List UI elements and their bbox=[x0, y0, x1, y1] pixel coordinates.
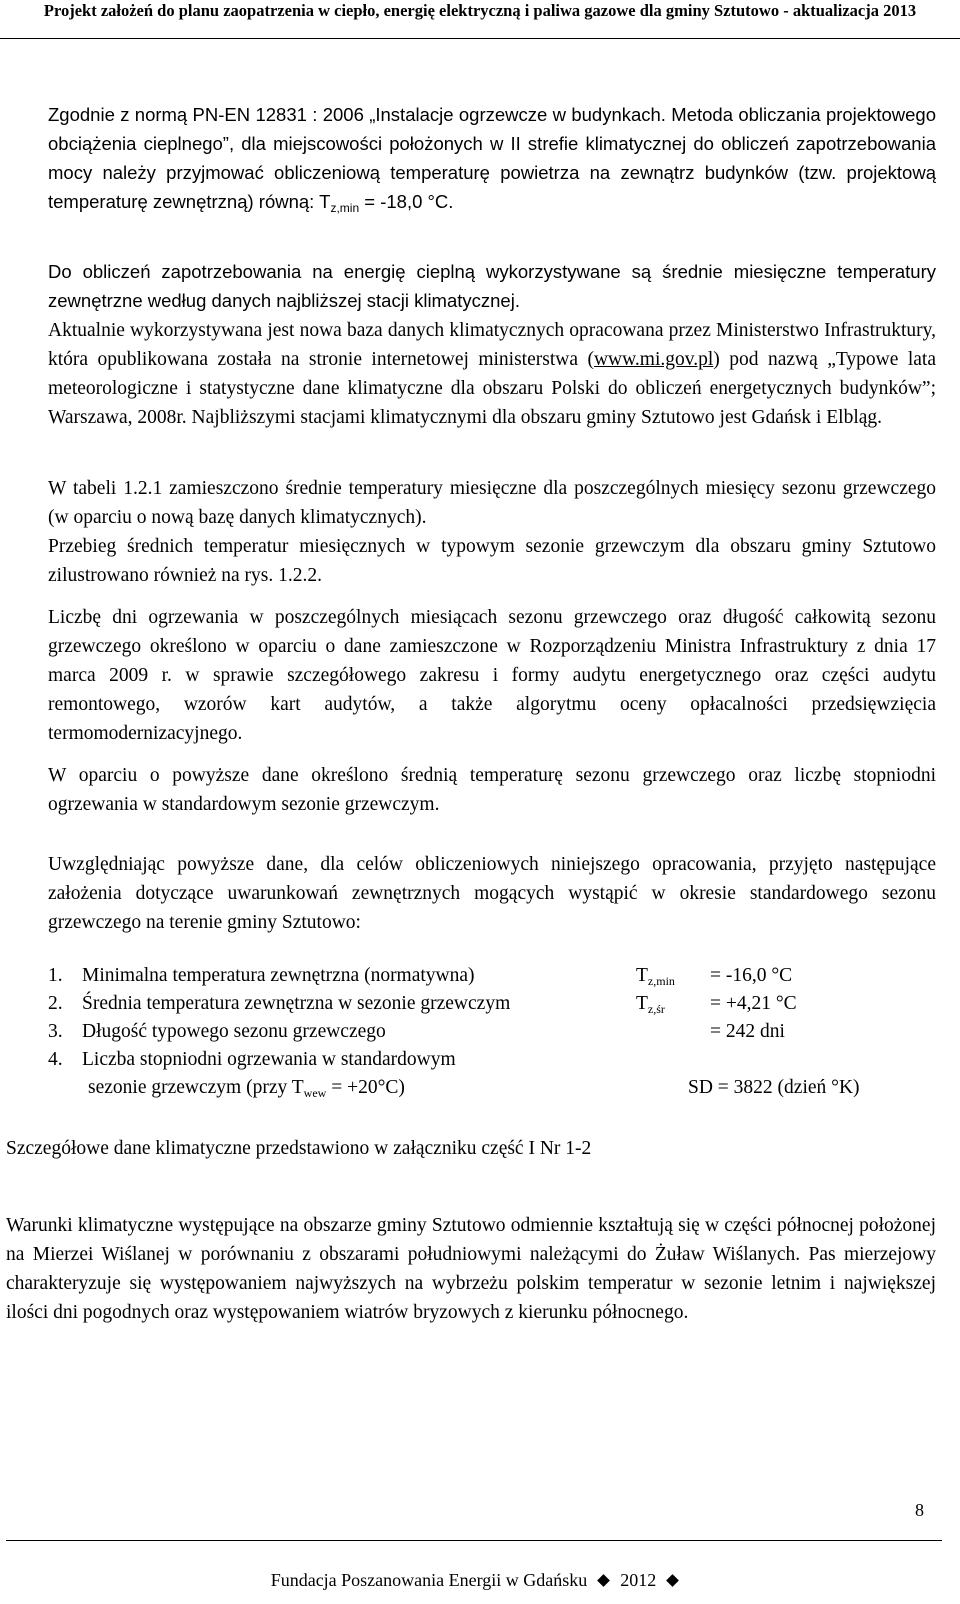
paragraph-climate-database: Aktualnie wykorzystywana jest nowa baza danych klimatycznych opracowana przez Ministerstwo Infrastruktury, która opublikowana została na stronie internetowej ministerstwa (www.mi.gov.pl) pod nazwą „Typowe lata meteorologiczne i statystyczne dane klimatyczne dla obszaru Polski do obliczeń energetycznych budynków”; Warszawa, 2008r. Najbliższymi stacjami klimatycznymi dla obszaru gminy Sztutowo jest Gdańsk i Elbląg. bbox=[48, 320, 936, 428]
page-footer bbox=[0, 1570, 960, 1591]
page-header bbox=[0, 0, 960, 38]
paragraph-annex-ref: Szczegółowe dane klimatyczne przedstawiono w załączniku część I Nr 1-2 bbox=[6, 1138, 592, 1159]
paragraph-norm-text: Zgodnie z normą PN-EN 12831 : 2006 „Instalacje ogrzewcze w budynkach. Metoda obliczania projektowego obciążenia cieplnego”, dla miejscowości położonych w II strefie klimatycznej do obliczeń zapotrzebowania mocy należy przyjmować obliczeniową temperaturę powietrza na zewnątrz budynków (tzw. projektową temperaturę zewnętrzną) równą: bbox=[48, 104, 936, 212]
paragraph-monthly-temps: Do obliczeń zapotrzebowania na energię cieplną wykorzystywane są średnie miesięczne temperatury zewnętrzne według danych najbliższej stacji klimatycznej. bbox=[48, 261, 936, 311]
ministry-link[interactable]: www.mi.gov.pl bbox=[593, 349, 714, 370]
page-number: 8 bbox=[915, 1500, 924, 1520]
paragraph-degree-days: W oparciu o powyższe dane określono średnią temperaturę sezonu grzewczego oraz liczbę stopniodni ogrzewania w standardowym sezonie grzewczym. bbox=[48, 765, 936, 815]
footer-organization: Fundacja Poszanowania Energii w Gdańsku bbox=[270, 1570, 588, 1590]
assumption-item: 1. Minimalna temperatura zewnętrzna (normatywna) $T_{z,min}$ = -16,0 °C bbox=[48, 962, 948, 990]
paragraph-table-ref: W tabeli 1.2.1 zamieszczono średnie temperatury miesięczne dla poszczególnych miesięcy sezonu grzewczego (w oparciu o nową bazę danych klimatycznych). bbox=[48, 478, 936, 528]
footer-divider bbox=[6, 1540, 942, 1541]
header-title: Projekt założeń do planu zaopatrzenia w ciepło, energię elektryczną i paliwa gazowe dla gminy Sztutowo - aktualizacja 2013 bbox=[43, 1, 917, 20]
assumption-item: 3. Długość typowego sezonu grzewczego = 242 dni bbox=[48, 1021, 785, 1042]
assumption-item: 2. Średnia temperatura zewnętrzna w sezonie grzewczym $T_{z,śr}$ = +4,21 °C bbox=[48, 990, 948, 1018]
paragraph-climate-conditions: Warunki klimatyczne występujące na obszarze gminy Sztutowo odmiennie kształtują się w części północnej położonej na Mierzei Wiślanej w porównaniu z obszarami południowymi należącymi do Żuław Wiślanych. Pas mierzejowy charakteryzuje się występowaniem najwyższych na wybrzeżu polskim temperatur w sezonie letnim i największej ilości dni pogodnych oraz występowaniem wiatrów bryzowych z kierunku północnego. bbox=[6, 1215, 936, 1323]
t-zmin-symbol: $T_{z,min}$ bbox=[319, 191, 360, 215]
paragraph-heating-days: Liczbę dni ogrzewania w poszczególnych miesiącach sezonu grzewczego oraz długość całkowitą sezonu grzewczego określono w oparciu o dane zamieszczone w Rozporządzeniu Ministra Infrastruktury z dnia 17 marca 2009 r. w sprawie szczegółowego zakresu i formy audytu energetycznego oraz części audytu remontowego, wzorów kart audytów, a także algorytmu oceny opłacalności przedsięwzięcia termomodernizacyjnego. bbox=[48, 607, 936, 744]
assumption-symbol: $T_{z,śr}$ bbox=[636, 993, 665, 1016]
diamond-icon bbox=[666, 1574, 679, 1587]
diamond-icon bbox=[597, 1574, 610, 1587]
assumption-item: 4. Liczba stopniodni ogrzewania w standardowym bbox=[48, 1049, 456, 1070]
assumption-symbol: $T_{z,min}$ bbox=[636, 965, 675, 988]
footer-year: 2012 bbox=[620, 1570, 657, 1590]
t-zmin-value: = -18,0 °C. bbox=[359, 191, 454, 212]
header-divider bbox=[0, 38, 960, 39]
paragraph-figure-ref: Przebieg średnich temperatur miesięcznych w typowym sezonie grzewczym dla obszaru gminy Sztutowo zilustrowano również na rys. 1.2.2. bbox=[48, 536, 936, 586]
paragraph-norm bbox=[48, 100, 936, 216]
assumption-item-continuation: sezonie grzewczym (przy $T_{wew} = +20^\circ C$) SD = 3822 (dzień °K) bbox=[88, 1077, 860, 1100]
paragraph-assumptions-intro: Uwzględniając powyższe dane, dla celów obliczeniowych niniejszego opracowania, przyjęto następujące założenia dotyczące uwarunkowań zewnętrznych mogących wystąpić w okresie standardowego sezonu grzewczego na terenie gminy Sztutowo: bbox=[48, 854, 936, 933]
